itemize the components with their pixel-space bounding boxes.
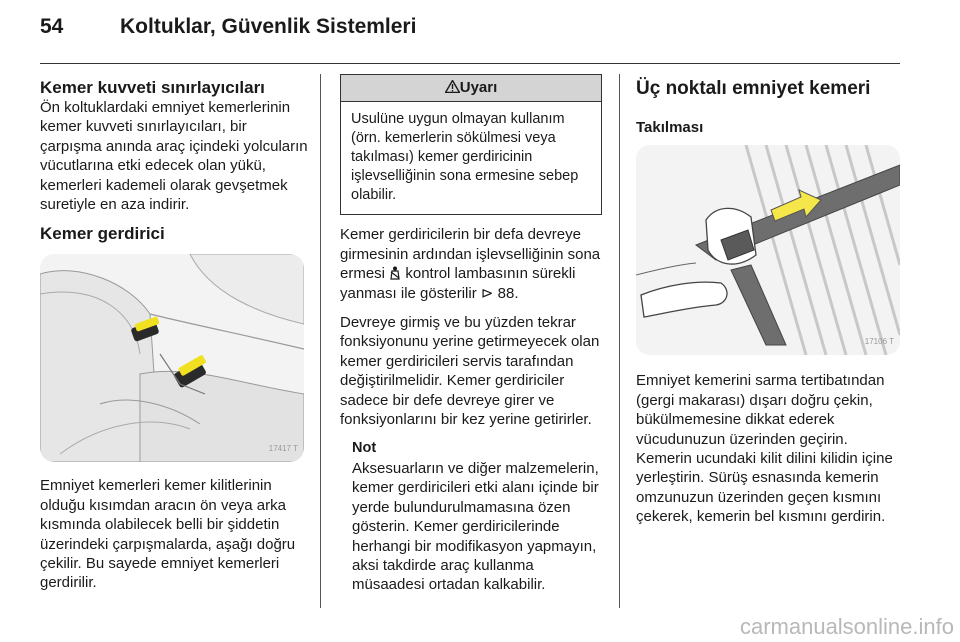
warning-title: Uyarı — [459, 79, 498, 96]
figure-code: 17106 T — [864, 337, 894, 346]
figure-belt-buckles — [40, 254, 304, 462]
watermark: carmanualsonline.info — [739, 614, 954, 639]
indicator-text-a: Kemer gerdiricilerin bir defa devreye girmesinin ardından işlevselliğinin sona ermesi — [340, 226, 601, 283]
paragraph-belt-force-limiters: Ön koltuklardaki emniyet kemerlerinin kemer kuvveti sınırlayıcıları, bir çarpışma anında araç içindeki yolcuların vücutlarına etki edecek olan yükü, kemerleri kademeli olarak gevşetmek suretiyle en aza indirir. — [40, 99, 308, 214]
note-text: Aksesuarların ve diğer malzemelerin, kemer gerdiricileri etki alanı içinde bir yerde bulundurulmamasına özen gösterin. Kemer gerdiricilerinde herhangi bir modifikasyon yapmayın, aksi takdirde araç kullanma müsaadesi ortadan kalkabilir. — [352, 459, 599, 594]
note-title: Not — [352, 440, 377, 457]
page-reference-icon[interactable]: ⊳ — [480, 284, 494, 302]
paragraph-pretensioner-function: Emniyet kemerleri kemer kilitlerinin olduğu kısımdan aracın ön veya arka kısmında olabilecek belli bir şiddetin üzerindeki çarpışmalarda, aşağı doğru çekilir. Bu sayede emniyet kemerleri gerdirilir. — [40, 477, 296, 592]
page-header — [40, 15, 900, 49]
warning-text: Usulüne uygun olmayan kullanım (örn. kemerlerin sökülmesi veya takılması) kemer gerdiricinin işlevselliğinin sona ermesine sebep olabilir. — [351, 111, 579, 204]
heading-three-point-belt: Üç noktalı emniyet kemeri — [636, 78, 871, 99]
section-title: Koltuklar, Güvenlik Sistemleri — [120, 15, 417, 38]
paragraph-fastening-instructions: Emniyet kemerini sarma tertibatından (gergi makarası) dışarı doğru çekin, bükülmemesine dikkat ederek vücudunuzun üzerinden geçirin. Kemerin ucundaki kilit dilini kilidin içine yerleştirin. Sürüş esnasında kemerin omzunuzun üzerinden geçen kısmını çekerek, kemerin bel kısmını gerdirin. — [636, 372, 893, 526]
warning-header — [341, 75, 601, 102]
page-number: 54 — [40, 15, 64, 38]
page-reference[interactable]: 88. — [497, 284, 519, 302]
column-1 — [40, 78, 312, 593]
warning-box — [340, 74, 602, 215]
column-divider-2 — [619, 74, 620, 608]
indicator-text-b: kontrol lambasının sürekli yanması ile gösterilir — [340, 265, 576, 302]
heading-fastening: Takılması — [636, 119, 704, 136]
figure-fastening-belt — [636, 145, 900, 355]
heading-belt-force-limiters: Kemer kuvveti sınırlayıcıları — [40, 78, 265, 97]
column-2 — [340, 74, 602, 595]
warning-triangle-icon — [445, 80, 460, 93]
column-3 — [636, 78, 904, 527]
belt-buckles-illustration — [40, 254, 304, 462]
figure-code: 17417 T — [268, 444, 298, 454]
header-divider — [40, 63, 900, 64]
column-divider-1 — [320, 74, 321, 608]
heading-belt-pretensioner: Kemer gerdirici — [40, 224, 165, 244]
fastening-belt-illustration — [636, 145, 900, 355]
paragraph-indicator — [340, 225, 602, 303]
note-block — [340, 439, 602, 594]
paragraph-replacement: Devreye girmiş ve bu yüzden tekrar fonksiyonunu yerine getirmeyecek olan kemer gerdiricileri servis tarafından değiştirilmelidir. Kemer gerdiriciler sadece bir defe devreye girer ve fonksiyonlarını bir kez yerine getirirler. — [340, 314, 600, 429]
seat-belt-pretensioner-icon — [389, 266, 401, 280]
